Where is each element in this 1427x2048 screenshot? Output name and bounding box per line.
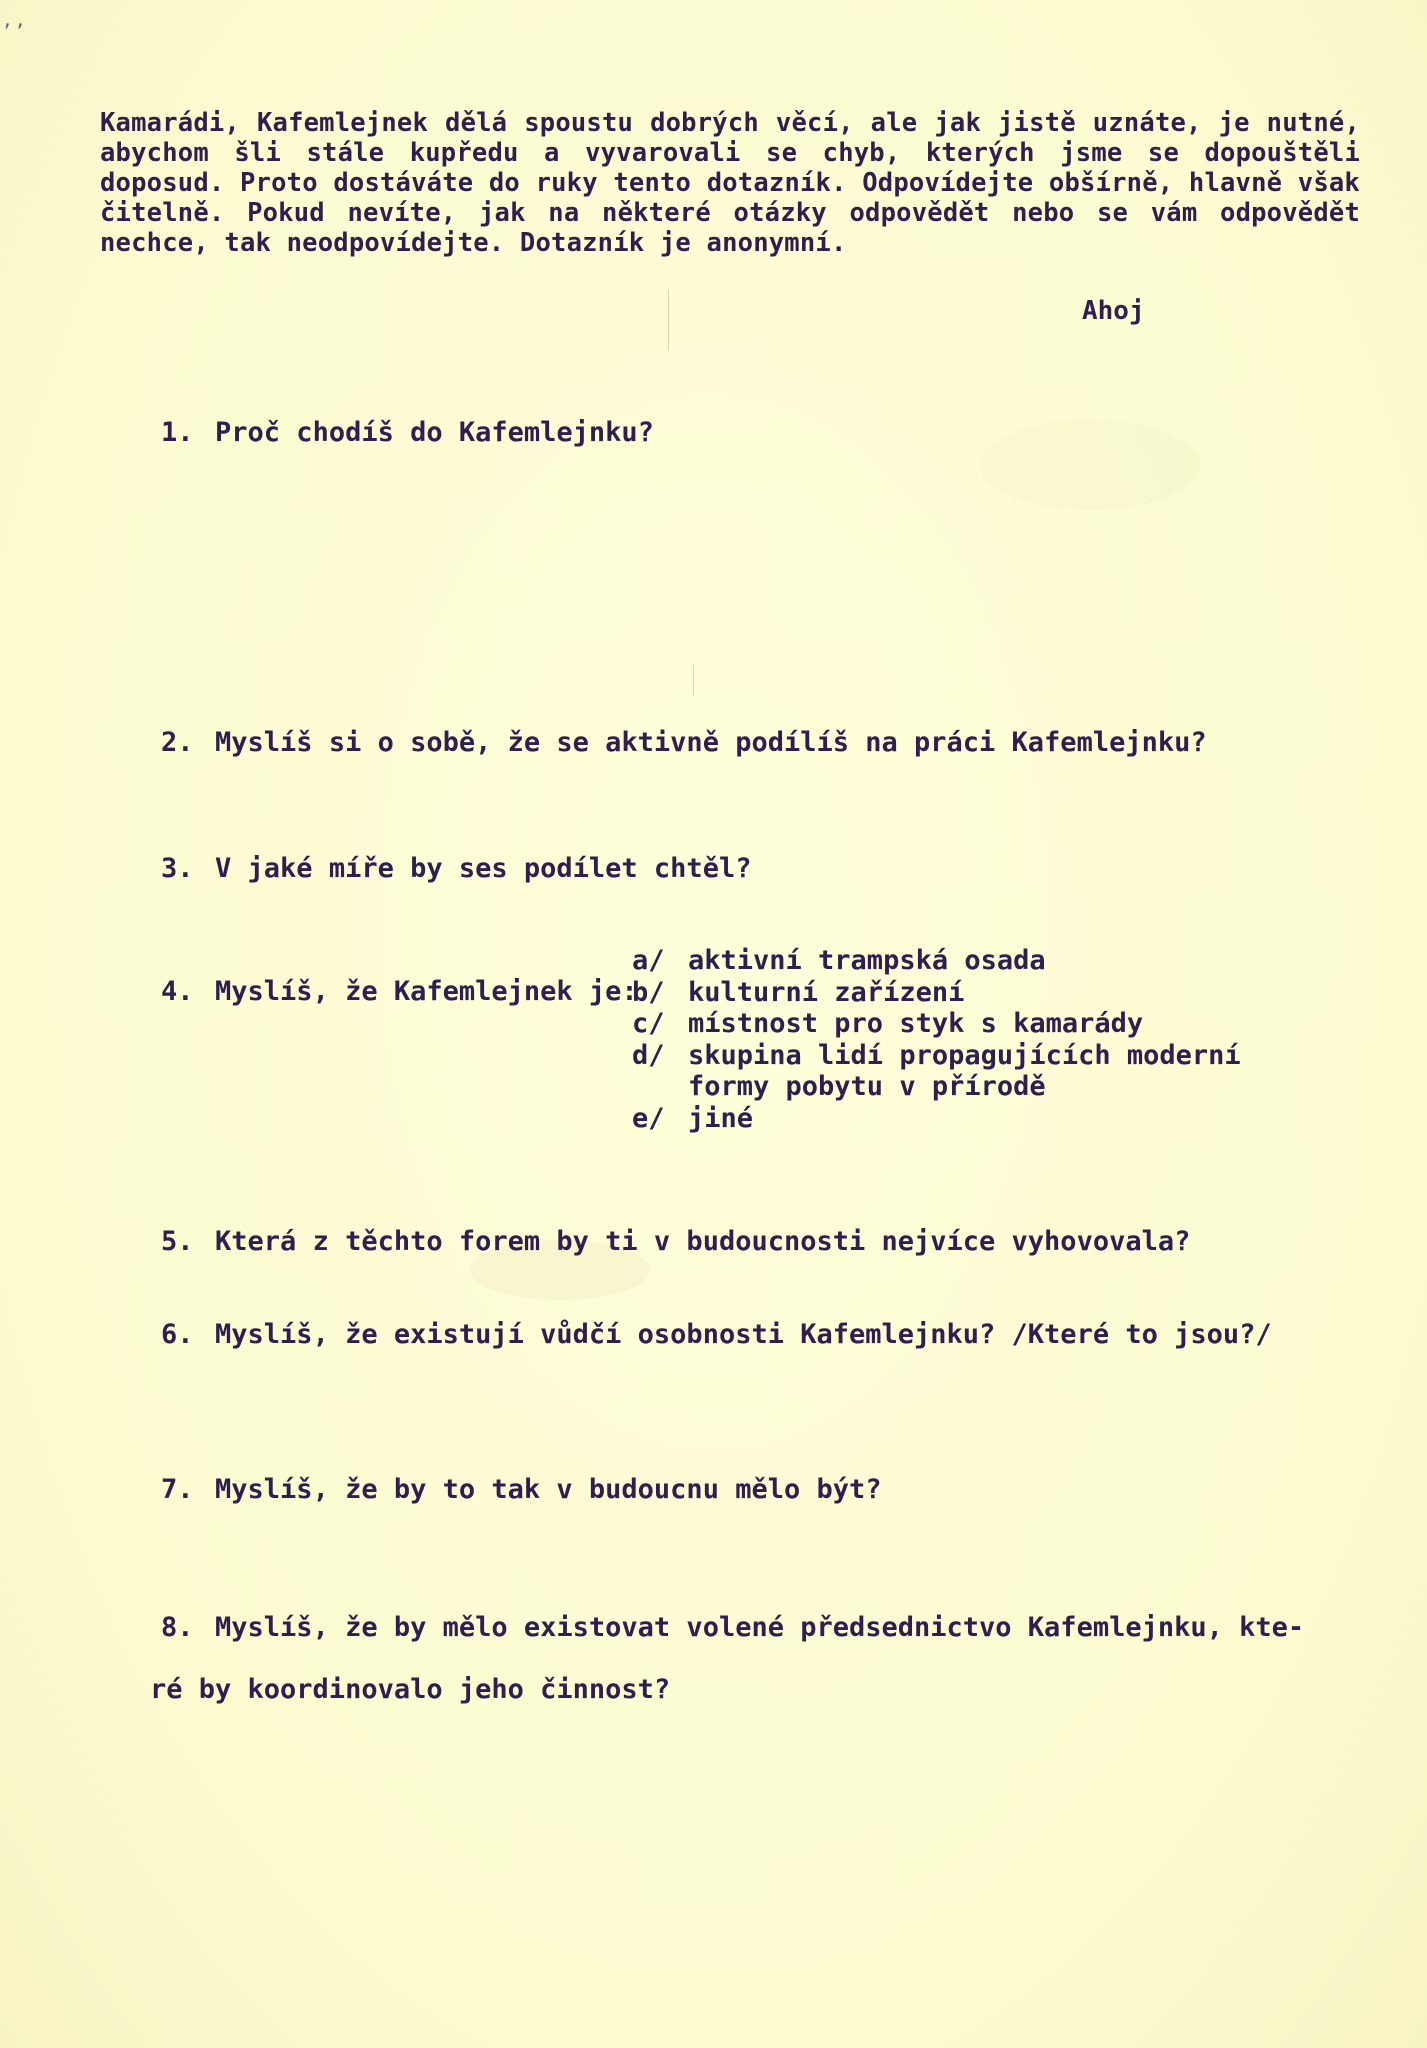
question-number: 5. bbox=[161, 1226, 194, 1257]
option-d bbox=[632, 1040, 1241, 1103]
question-number: 7. bbox=[161, 1474, 194, 1505]
question-number: 4. bbox=[161, 976, 194, 1007]
question-text: Myslíš, že Kafemlejnek je: bbox=[215, 976, 638, 1007]
intro-text: Kamarádi, Kafemlejnek dělá spoustu dobrých věcí, ale jak jistě uznáte, je nutné, abychom šli stále kupředu a vyvarovali se chyb, kterých jsme se dopouštěli doposud. Proto dostáváte do ruky tento dotazník. Odpovídejte obšírně, hlavně však čitelně. Pokud nevíte, jak na některé otázky odpovědět nebo se vám odpovědět nechce, tak neodpovídejte. Dotazník je anonymní. bbox=[100, 108, 1360, 258]
question-number: 3. bbox=[161, 853, 194, 884]
question-7 bbox=[96, 1443, 1356, 1536]
question-text: Proč chodíš do Kafemlejnku? bbox=[215, 417, 654, 448]
paper-mark bbox=[668, 290, 669, 350]
question-text-continuation: ré by koordinovalo jeho činnost? bbox=[150, 1674, 671, 1705]
option-letter: b/ bbox=[632, 976, 665, 1008]
option-a bbox=[632, 945, 1241, 977]
question-6 bbox=[96, 1288, 1356, 1381]
option-letter: a/ bbox=[632, 945, 665, 976]
signoff: Ahoj bbox=[1082, 296, 1145, 326]
question-text: Myslíš, že by mělo existovat volené předsednictvo Kafemlejnku, kte- bbox=[215, 1612, 1305, 1643]
option-text: skupina lidí propagujících moderní formy pobytu v přírodě bbox=[688, 1039, 1241, 1102]
option-text: aktivní trampská osada bbox=[688, 945, 1046, 976]
option-c bbox=[632, 1008, 1241, 1040]
question-text: Myslíš si o sobě, že se aktivně podílíš na práci Kafemlejnku? bbox=[215, 727, 1207, 758]
option-text: kulturní zařízení bbox=[688, 976, 965, 1008]
question-5 bbox=[96, 1195, 1356, 1288]
corner-mark: ,, bbox=[2, 10, 28, 31]
question-2 bbox=[96, 696, 1356, 789]
question-3 bbox=[96, 822, 1356, 915]
question-text: Myslíš, že by to tak v budoucnu mělo být? bbox=[215, 1474, 882, 1505]
question-text: Která z těchto forem by ti v budoucnosti nejvíce vyhovovala? bbox=[215, 1226, 1191, 1257]
question-1 bbox=[96, 386, 1356, 479]
question-4-options bbox=[632, 945, 1241, 1134]
question-8 bbox=[96, 1581, 1356, 1767]
intro-paragraph bbox=[100, 108, 1360, 258]
option-e bbox=[632, 1103, 1241, 1135]
option-text: místnost pro styk s kamarády bbox=[688, 1008, 1144, 1039]
question-number: 1. bbox=[161, 417, 194, 448]
option-letter: d/ bbox=[632, 1039, 665, 1071]
question-number: 6. bbox=[161, 1319, 194, 1350]
option-letter: c/ bbox=[632, 1008, 665, 1039]
option-b bbox=[632, 977, 1241, 1009]
question-number: 2. bbox=[161, 727, 194, 758]
option-text: jiné bbox=[688, 1102, 754, 1134]
paper-mark bbox=[693, 665, 694, 695]
question-text: Myslíš, že existují vůdčí osobnosti Kafemlejnku? /Které to jsou?/ bbox=[215, 1319, 1272, 1350]
question-text: V jaké míře by ses podílet chtěl? bbox=[215, 853, 752, 884]
option-letter: e/ bbox=[632, 1102, 665, 1134]
question-number: 8. bbox=[161, 1612, 194, 1643]
